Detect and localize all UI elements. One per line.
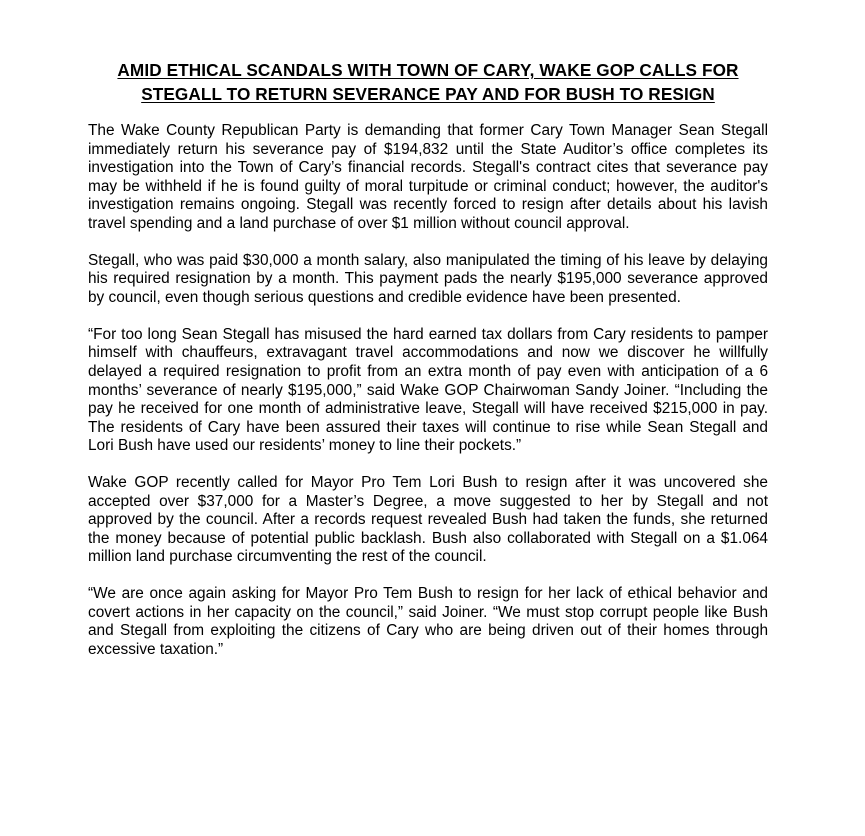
paragraph-closing-quote: “We are once again asking for Mayor Pro Tem Bush to resign for her lack of ethical behavior and covert actions in her capacity on the council,” said Joiner. “We must stop corrupt people like Bush and Stegall from exploiting the citizens of Cary who are being driven out of their homes through excessive taxation.”: [88, 585, 768, 658]
headline-line-2: STEGALL TO RETURN SEVERANCE PAY AND FOR BUSH TO RESIGN: [141, 84, 715, 104]
press-release-document: [88, 58, 768, 678]
paragraph-salary-timing: Stegall, who was paid $30,000 a month salary, also manipulated the timing of his leave by delaying his required resignation by a month. This payment pads the nearly $195,000 severance approved by council, even though serious questions and credible evidence have been presented.: [88, 251, 768, 306]
paragraph-severance-demand: The Wake County Republican Party is demanding that former Cary Town Manager Sean Stegall immediately return his severance pay of $194,832 until the State Auditor’s office completes its investigation into the Town of Cary’s financial records. Stegall's contract cites that severance pay may be withheld if he is found guilty of moral turpitude or criminal conduct; however, the auditor's investigation remains ongoing. Stegall was recently forced to resign after details about his lavish travel spending and a land purchase of over $1 million without council approval.: [88, 122, 768, 232]
headline-line-1: AMID ETHICAL SCANDALS WITH TOWN OF CARY, WAKE GOP CALLS FOR: [117, 60, 739, 80]
paragraph-joiner-quote: “For too long Sean Stegall has misused the hard earned tax dollars from Cary residents to pamper himself with chauffeurs, extravagant travel accommodations and now we discover he willfully delayed a required resignation to profit from an extra month of pay even with anticipation of a 6 months’ severance of nearly $195,000,” said Wake GOP Chairwoman Sandy Joiner. “Including the pay he received for one month of administrative leave, Stegall will have received $215,000 in pay. The residents of Cary have been assured their taxes will continue to rise while Sean Stegall and Lori Bush have used our residents’ money to line their pockets.”: [88, 325, 768, 455]
paragraph-bush-resign-call: Wake GOP recently called for Mayor Pro Tem Lori Bush to resign after it was uncovered she accepted over $37,000 for a Master’s Degree, a move suggested to her by Stegall and not approved by the council. After a records request revealed Bush had taken the funds, she returned the money because of potential public backlash. Bush also collaborated with Stegall on a $1.064 million land purchase circumventing the rest of the council.: [88, 474, 768, 566]
headline: [88, 58, 768, 106]
